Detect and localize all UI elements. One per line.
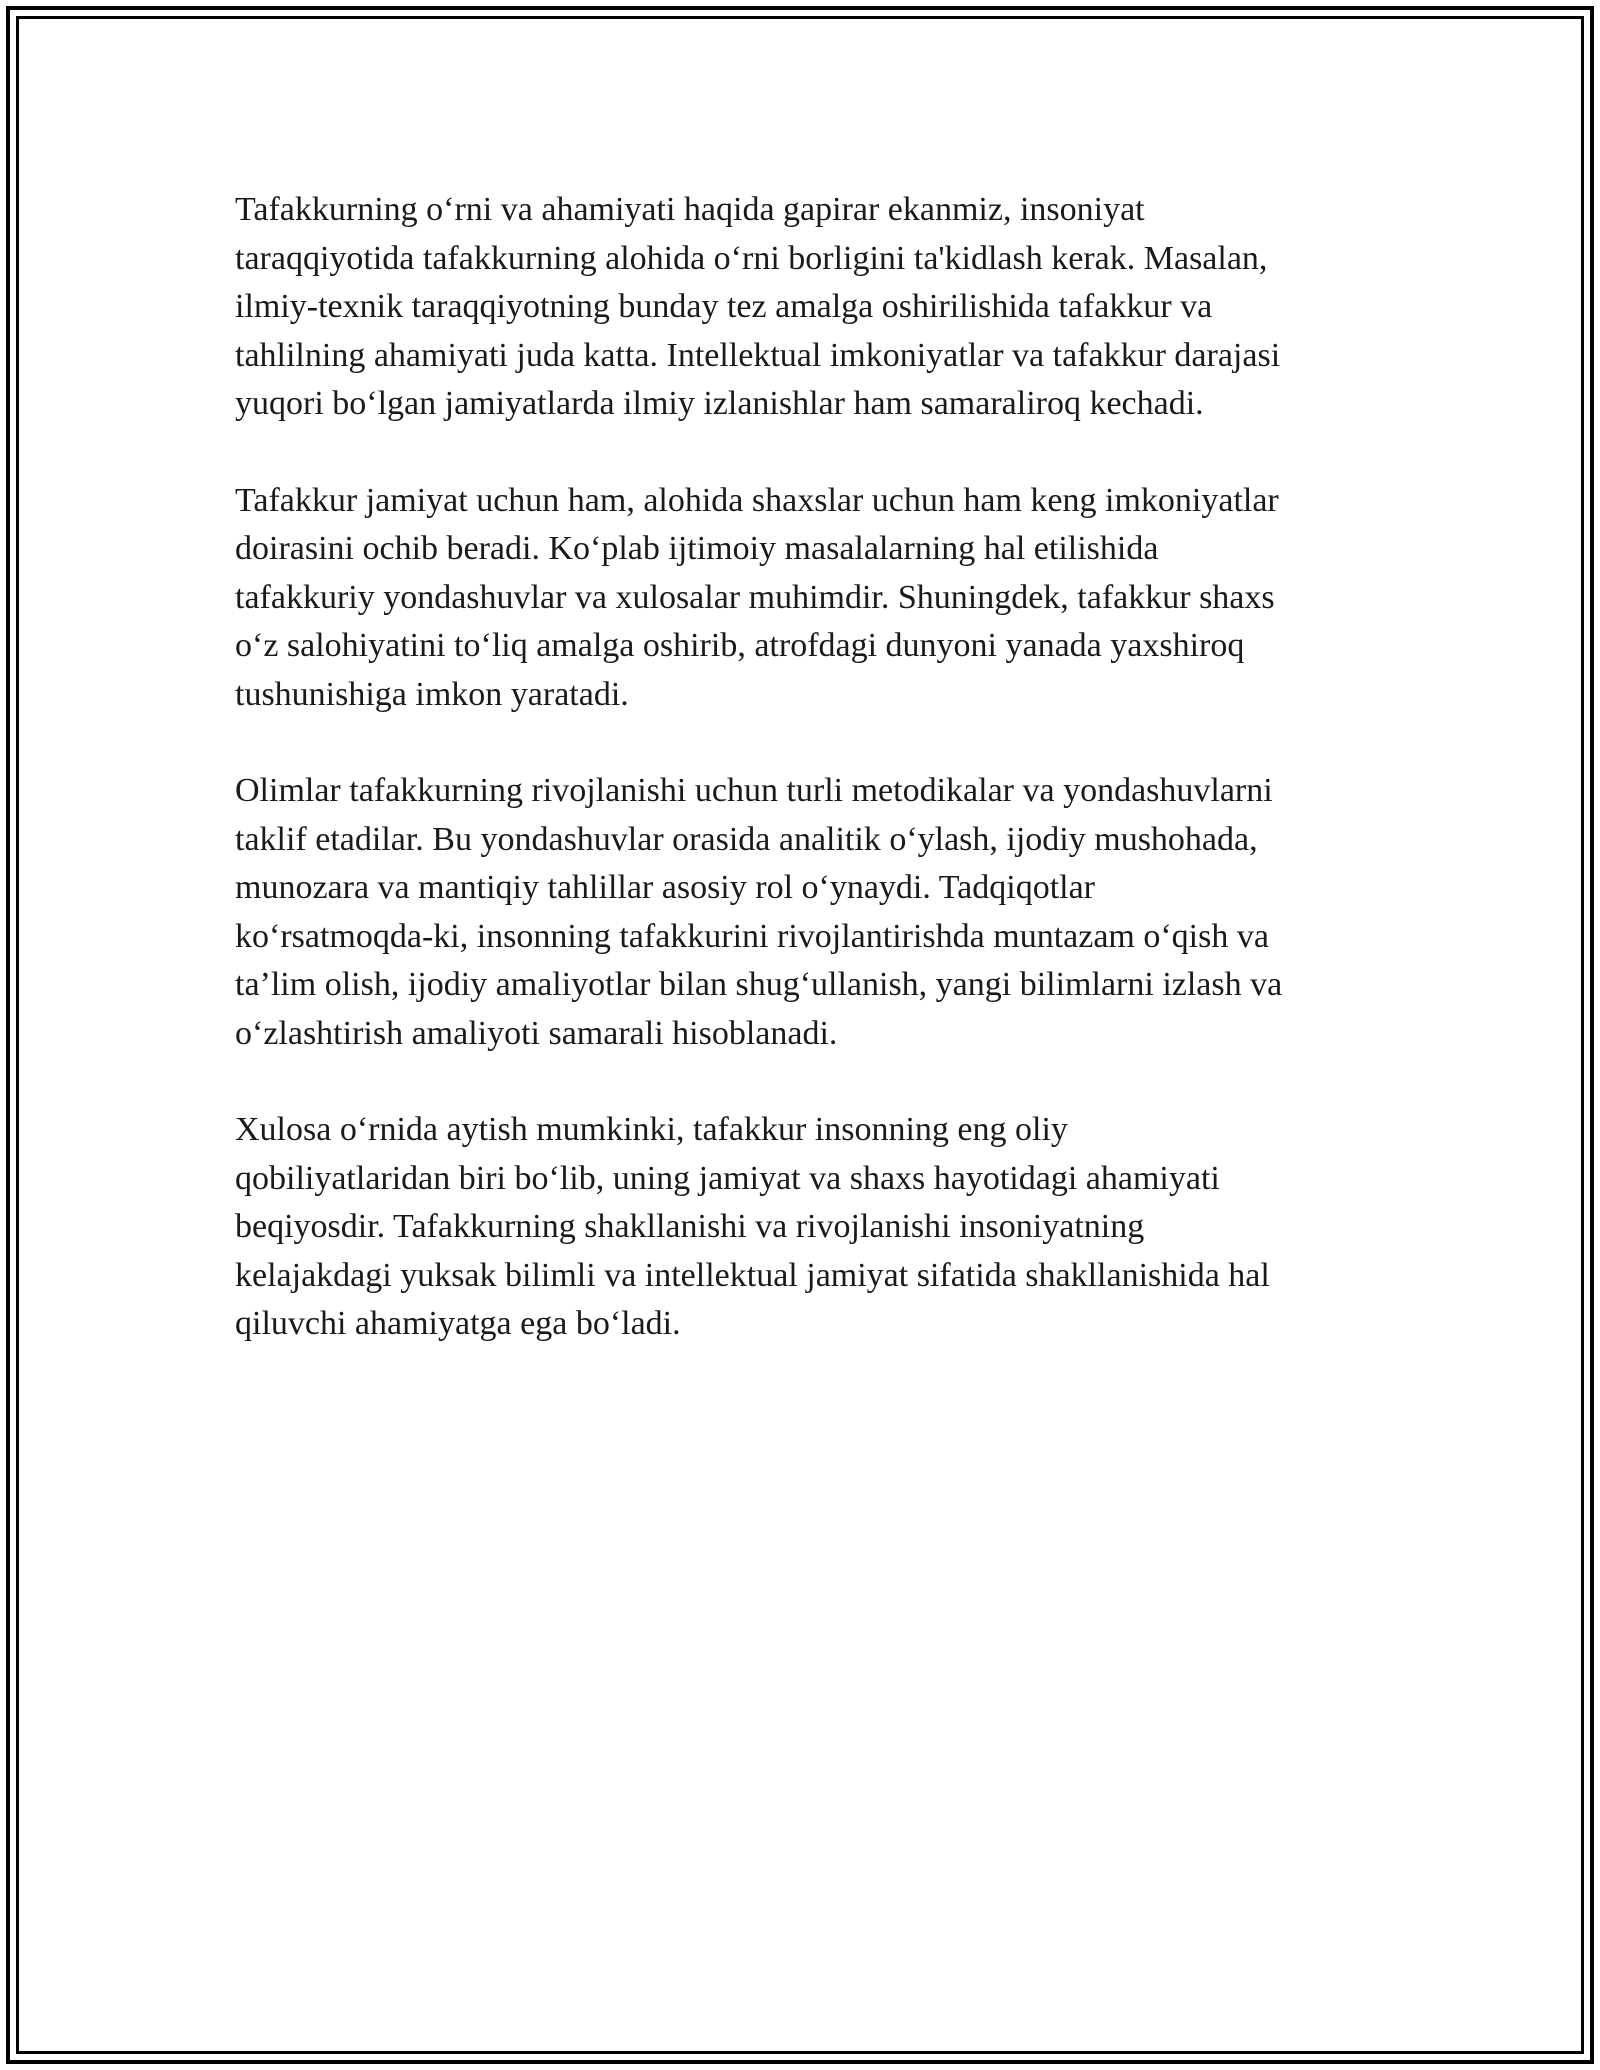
paragraph-4 — [235, 1106, 1385, 1349]
text-line: taraqqiyotida tafakkurning alohida oʻrni borligini ta'kidlash kerak. Masalan, — [235, 239, 1268, 277]
paragraph-2 — [235, 477, 1385, 720]
text-line: qobiliyatlaridan biri boʻlib, uning jamiyat va shaxs hayotidagi ahamiyati — [235, 1159, 1220, 1197]
text-line: yuqori boʻlgan jamiyatlarda ilmiy izlanishlar ham samaraliroq kechadi. — [235, 385, 1204, 422]
text-line: ilmiy-texnik taraqqiyotning bunday tez amalga oshirilishida tafakkur va — [235, 288, 1213, 325]
text-line: koʻrsatmoqda-ki, insonning tafakkurini rivojlantirishda muntazam oʻqish va — [235, 917, 1269, 955]
text-line: Tafakkur jamiyat uchun ham, alohida shaxslar uchun ham keng imkoniyatlar — [235, 481, 1279, 519]
text-line: oʻz salohiyatini toʻliq amalga oshirib, atrofdagi dunyoni yanada yaxshiroq — [235, 627, 1245, 664]
text-line: Tafakkurning oʻrni va ahamiyati haqida gapirar ekanmiz, insoniyat — [235, 191, 1145, 228]
text-line: doirasini ochib beradi. Koʻplab ijtimoiy masalalarning hal etilishida — [235, 530, 1159, 567]
text-line: beqiyosdir. Tafakkurning shakllanishi va rivojlanishi insoniyatning — [235, 1208, 1145, 1245]
text-line: qiluvchi ahamiyatga ega boʻladi. — [235, 1305, 681, 1342]
text-line: tushunishiga imkon yaratadi. — [235, 675, 629, 713]
text-line: tahlilning ahamiyati juda katta. Intellektual imkoniyatlar va tafakkur darajasi — [235, 336, 1281, 374]
text-line: kelajakdagi yuksak bilimli va intellektual jamiyat sifatida shakllanishida hal — [235, 1256, 1270, 1294]
text-line: munozara va mantiqiy tahlillar asosiy rol oʻynaydi. Tadqiqotlar — [235, 869, 1095, 906]
text-line: ta’lim olish, ijodiy amaliyotlar bilan shugʻullanish, yangi bilimlarni izlash va — [235, 966, 1283, 1003]
text-line: oʻzlashtirish amaliyoti samarali hisoblanadi. — [235, 1014, 838, 1052]
paragraph-1 — [235, 186, 1385, 429]
text-line: taklif etadilar. Bu yondashuvlar orasida analitik oʻylash, ijodiy mushohada, — [235, 820, 1258, 858]
document-body — [235, 186, 1385, 1397]
text-line: Olimlar tafakkurning rivojlanishi uchun turli metodikalar va yondashuvlarni — [235, 772, 1273, 809]
paragraph-3 — [235, 767, 1385, 1058]
text-line: Xulosa oʻrnida aytish mumkinki, tafakkur insonning eng oliy — [235, 1111, 1068, 1148]
text-line: tafakkuriy yondashuvlar va xulosalar muhimdir. Shuningdek, tafakkur shaxs — [235, 578, 1275, 616]
